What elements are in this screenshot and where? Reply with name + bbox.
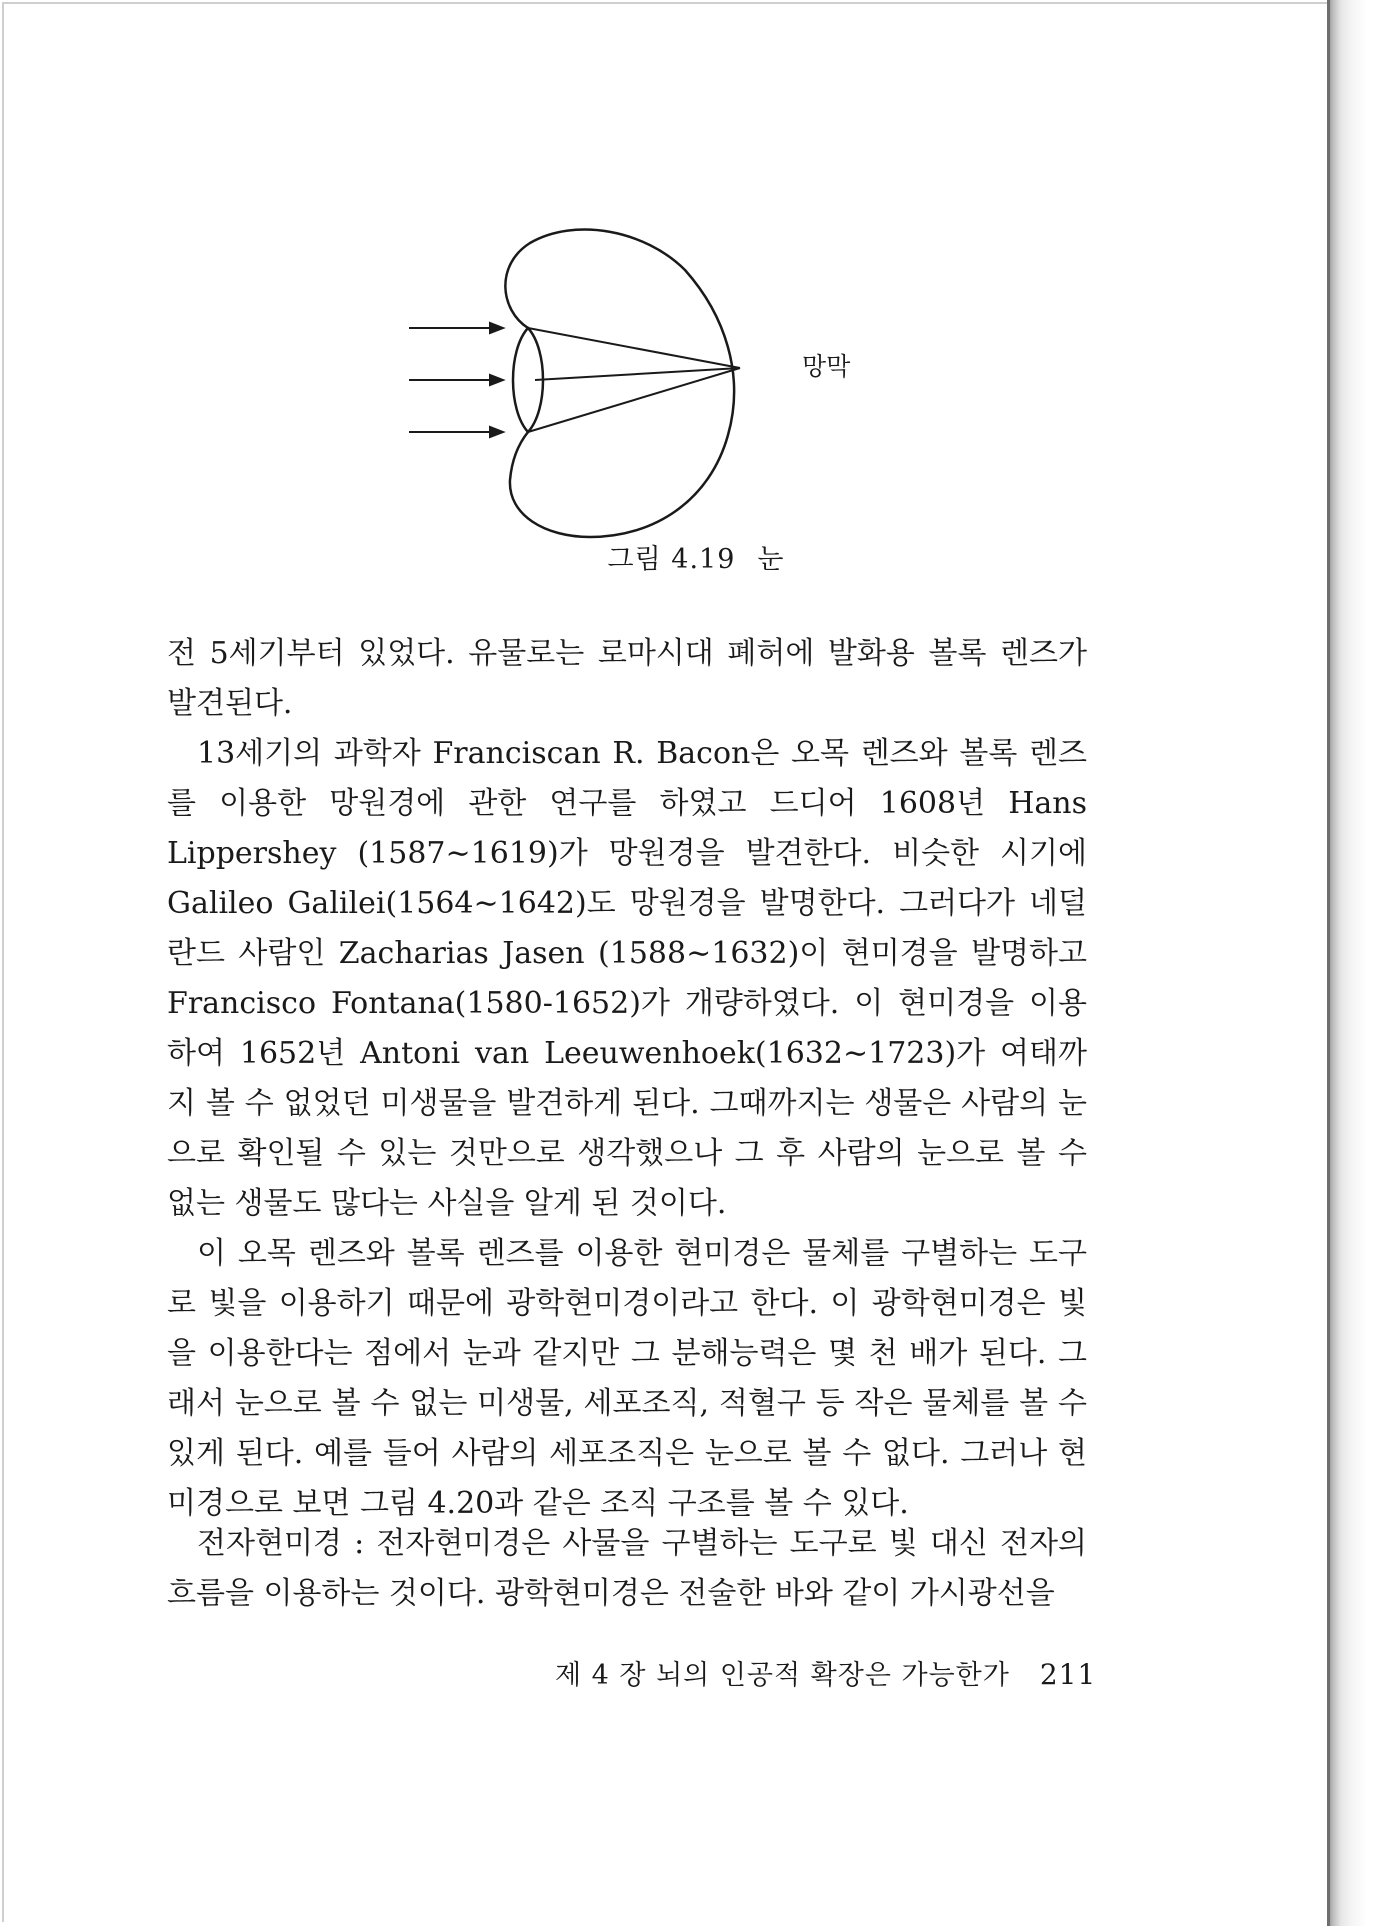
page-number: 211 [1039,1658,1097,1691]
book-spine-edge [1327,0,1330,1926]
ray-top [528,328,740,368]
paragraph-electron-microscope: 전자현미경 : 전자현미경은 사물을 구별하는 도구로 빛 대신 전자의 흐름을 이용하는 것이다. 광학현미경은 전술한 바와 같이 가시광선을 [167,1526,1087,1611]
chapter-title: 제 4 장 뇌의 인공적 확장은 가능한가 [555,1660,1010,1691]
figure-caption [0,537,1392,576]
arrowhead-middle [490,375,503,385]
figure-caption-number: 그림 4.19 [607,544,736,575]
light-arrows [409,323,503,437]
book-spine-shadow [1327,0,1392,1926]
paragraph-optical-microscope: 이 오목 렌즈와 볼록 렌즈를 이용한 현미경은 물체를 구별하는 도구로 빛을 이용하기 때문에 광학현미경이라고 한다. 이 광학현미경은 빛을 이용한다는 점에서 눈과 같지만 그 분해능력은 몇 천 배가 된다. 그래서 눈으로 볼 수 없는 미생물, 세포조직, 적혈구 등 작은 물체를 볼 수 있게 된다. 예를 들어 사람의 세포조직은 눈으로 볼 수 없다. 그러나 현미경으로 보면 그림 4.20과 같은 조직 구조를 볼 수 있다. [167,1236,1087,1521]
figure-caption-title: 눈 [757,544,785,575]
eyeball-outline [505,230,734,537]
arrowhead-top [490,323,503,333]
body-text [167,629,1087,1529]
arrowhead-bottom [490,427,503,437]
section-electron-microscope [167,1519,1087,1619]
running-footer [555,1653,1096,1692]
converging-rays [528,328,740,432]
paragraph-continuation: 전 5세기부터 있었다. 유물로는 로마시대 폐허에 발화용 볼록 렌즈가 발견된다. [167,636,1087,721]
retina-label: 망막 [802,352,851,381]
eye-diagram [400,225,880,555]
paragraph-history: 13세기의 과학자 Franciscan R. Bacon은 오목 렌즈와 볼록 렌즈를 이용한 망원경에 관한 연구를 하였고 드디어 1608년 Hans Lippershey (1587∼1619)가 망원경을 발견한다. 비슷한 시기에 Galileo Galilei(1564∼1642)도 망원경을 발명한다. 그러다가 네덜란드 사람인 Zacharias Jasen (1588∼1632)이 현미경을 발명하고 Francisco Fontana(1580-1652)가 개량하였다. 이 현미경을 이용하여 1652년 Antoni van Leeuwenhoek(1632∼1723)가 여태까지 볼 수 없었던 미생물을 발견하게 된다. 그때까지는 생물은 사람의 눈으로 확인될 수 있는 것만으로 생각했으나 그 후 사람의 눈으로 볼 수 없는 생물도 많다는 사실을 알게 된 것이다. [167,736,1087,1221]
